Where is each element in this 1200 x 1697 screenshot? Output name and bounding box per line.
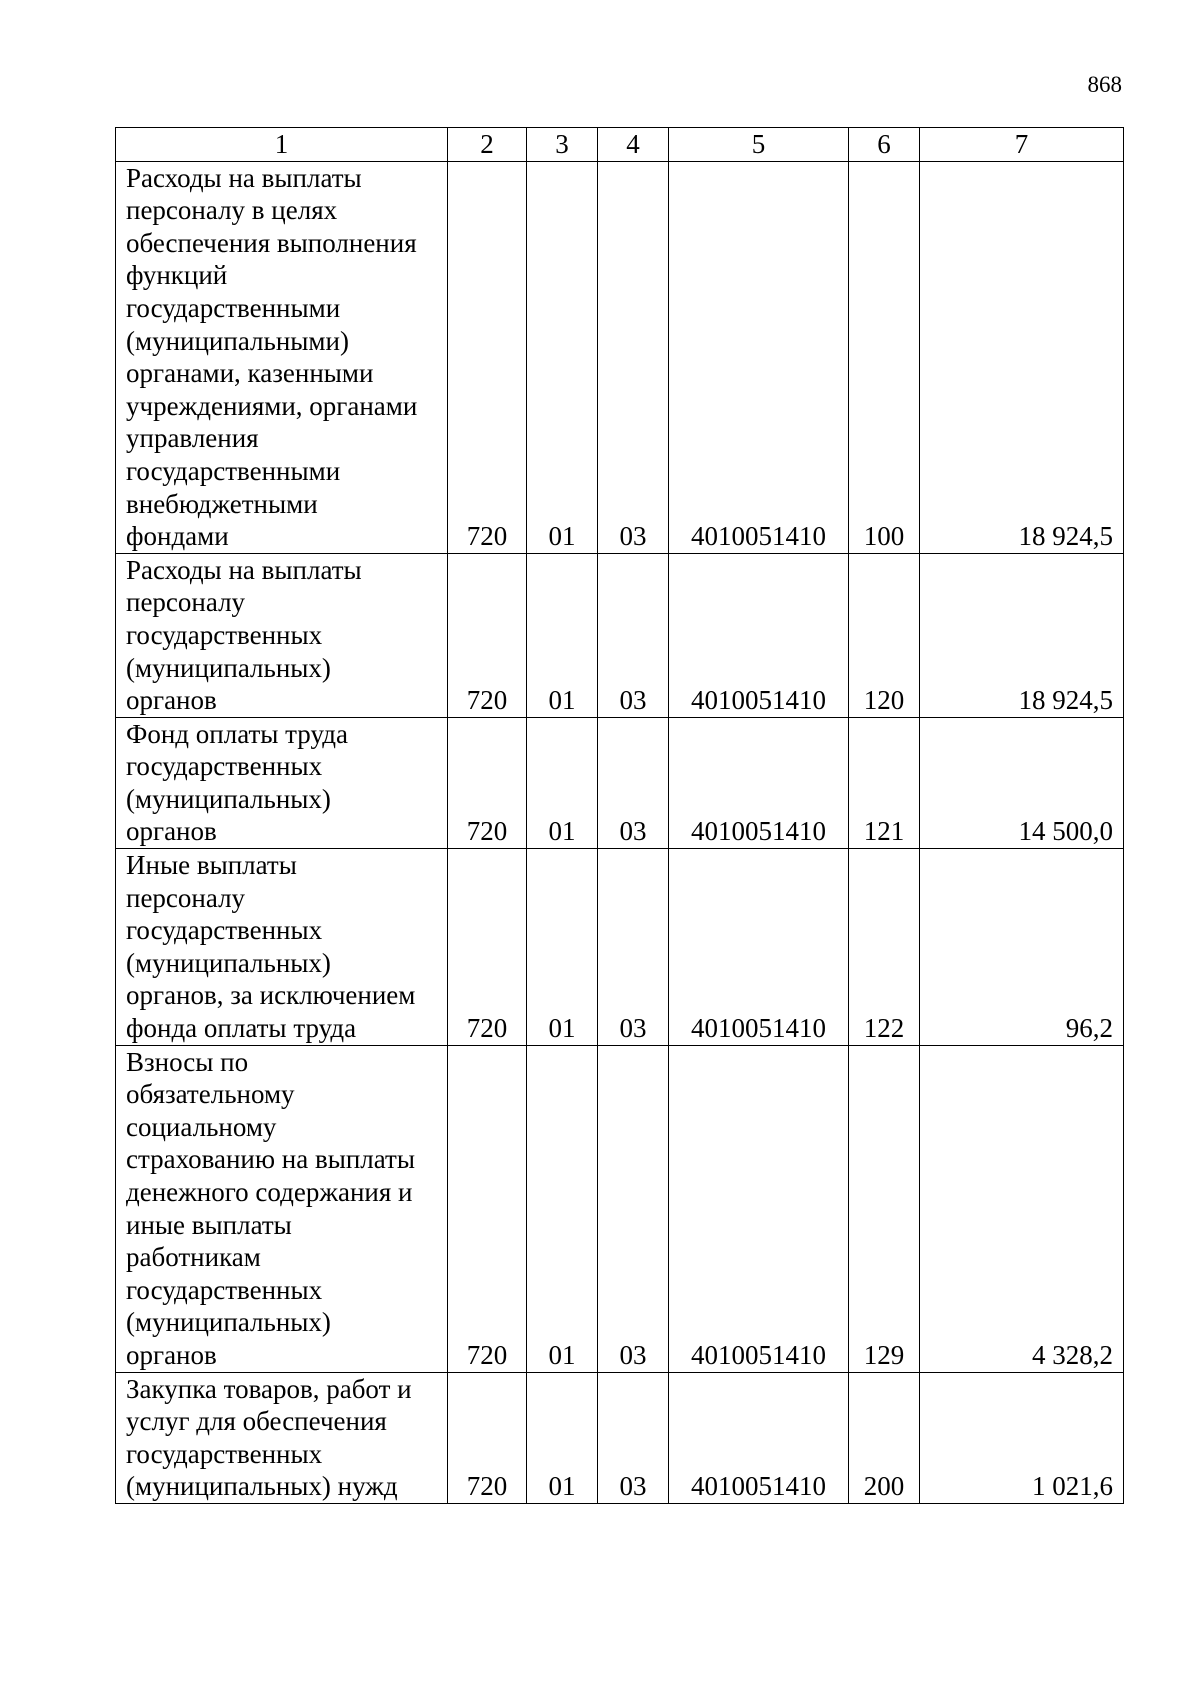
expense-name: Закупка товаров, работ и услуг для обеспечения государственных (муниципальных) нужд [116,1372,448,1503]
expense-name: Расходы на выплаты персоналу государственных (муниципальных) органов [116,553,448,717]
column-header: 6 [849,128,920,162]
subsection-code: 03 [598,161,669,553]
subsection-code: 03 [598,849,669,1046]
expense-type-code: 122 [849,849,920,1046]
subsection-code: 03 [598,717,669,848]
ministry-code: 720 [448,849,527,1046]
target-article-code: 4010051410 [669,553,849,717]
subsection-code: 03 [598,1045,669,1372]
table-row [116,161,1124,553]
expense-name: Фонд оплаты труда государственных (муниципальных) органов [116,717,448,848]
subsection-code: 03 [598,553,669,717]
expense-type-code: 100 [849,161,920,553]
subsection-code: 03 [598,1372,669,1503]
expense-type-code: 121 [849,717,920,848]
expense-type-code: 200 [849,1372,920,1503]
amount: 18 924,5 [920,553,1124,717]
section-code: 01 [527,849,598,1046]
table-row [116,1045,1124,1372]
expense-name: Иные выплаты персоналу государственных (муниципальных) органов, за исключением фонда оплаты труда [116,849,448,1046]
amount: 96,2 [920,849,1124,1046]
table-row [116,717,1124,848]
target-article-code: 4010051410 [669,849,849,1046]
section-code: 01 [527,717,598,848]
section-code: 01 [527,161,598,553]
expense-name: Взносы по обязательному социальному страхованию на выплаты денежного содержания и иные выплаты работникам государственных (муниципальных) органов [116,1045,448,1372]
ministry-code: 720 [448,717,527,848]
ministry-code: 720 [448,161,527,553]
ministry-code: 720 [448,1045,527,1372]
section-code: 01 [527,1045,598,1372]
target-article-code: 4010051410 [669,1372,849,1503]
column-header: 4 [598,128,669,162]
page-number: 868 [1087,72,1122,97]
amount: 4 328,2 [920,1045,1124,1372]
amount: 1 021,6 [920,1372,1124,1503]
amount: 18 924,5 [920,161,1124,553]
column-header: 7 [920,128,1124,162]
target-article-code: 4010051410 [669,1045,849,1372]
column-header: 1 [116,128,448,162]
expense-name: Расходы на выплаты персоналу в целях обеспечения выполнения функций государственными (муниципальными) органами, казенными учреждениями, органами управления государственными внебюджетными фондами [116,161,448,553]
expense-type-code: 129 [849,1045,920,1372]
column-header: 3 [527,128,598,162]
column-header: 5 [669,128,849,162]
header-row [116,128,1124,162]
ministry-code: 720 [448,553,527,717]
ministry-code: 720 [448,1372,527,1503]
table-row [116,849,1124,1046]
target-article-code: 4010051410 [669,717,849,848]
expense-type-code: 120 [849,553,920,717]
budget-table [115,127,1124,1504]
section-code: 01 [527,1372,598,1503]
column-header: 2 [448,128,527,162]
amount: 14 500,0 [920,717,1124,848]
section-code: 01 [527,553,598,717]
table-row [116,553,1124,717]
table-row [116,1372,1124,1503]
target-article-code: 4010051410 [669,161,849,553]
